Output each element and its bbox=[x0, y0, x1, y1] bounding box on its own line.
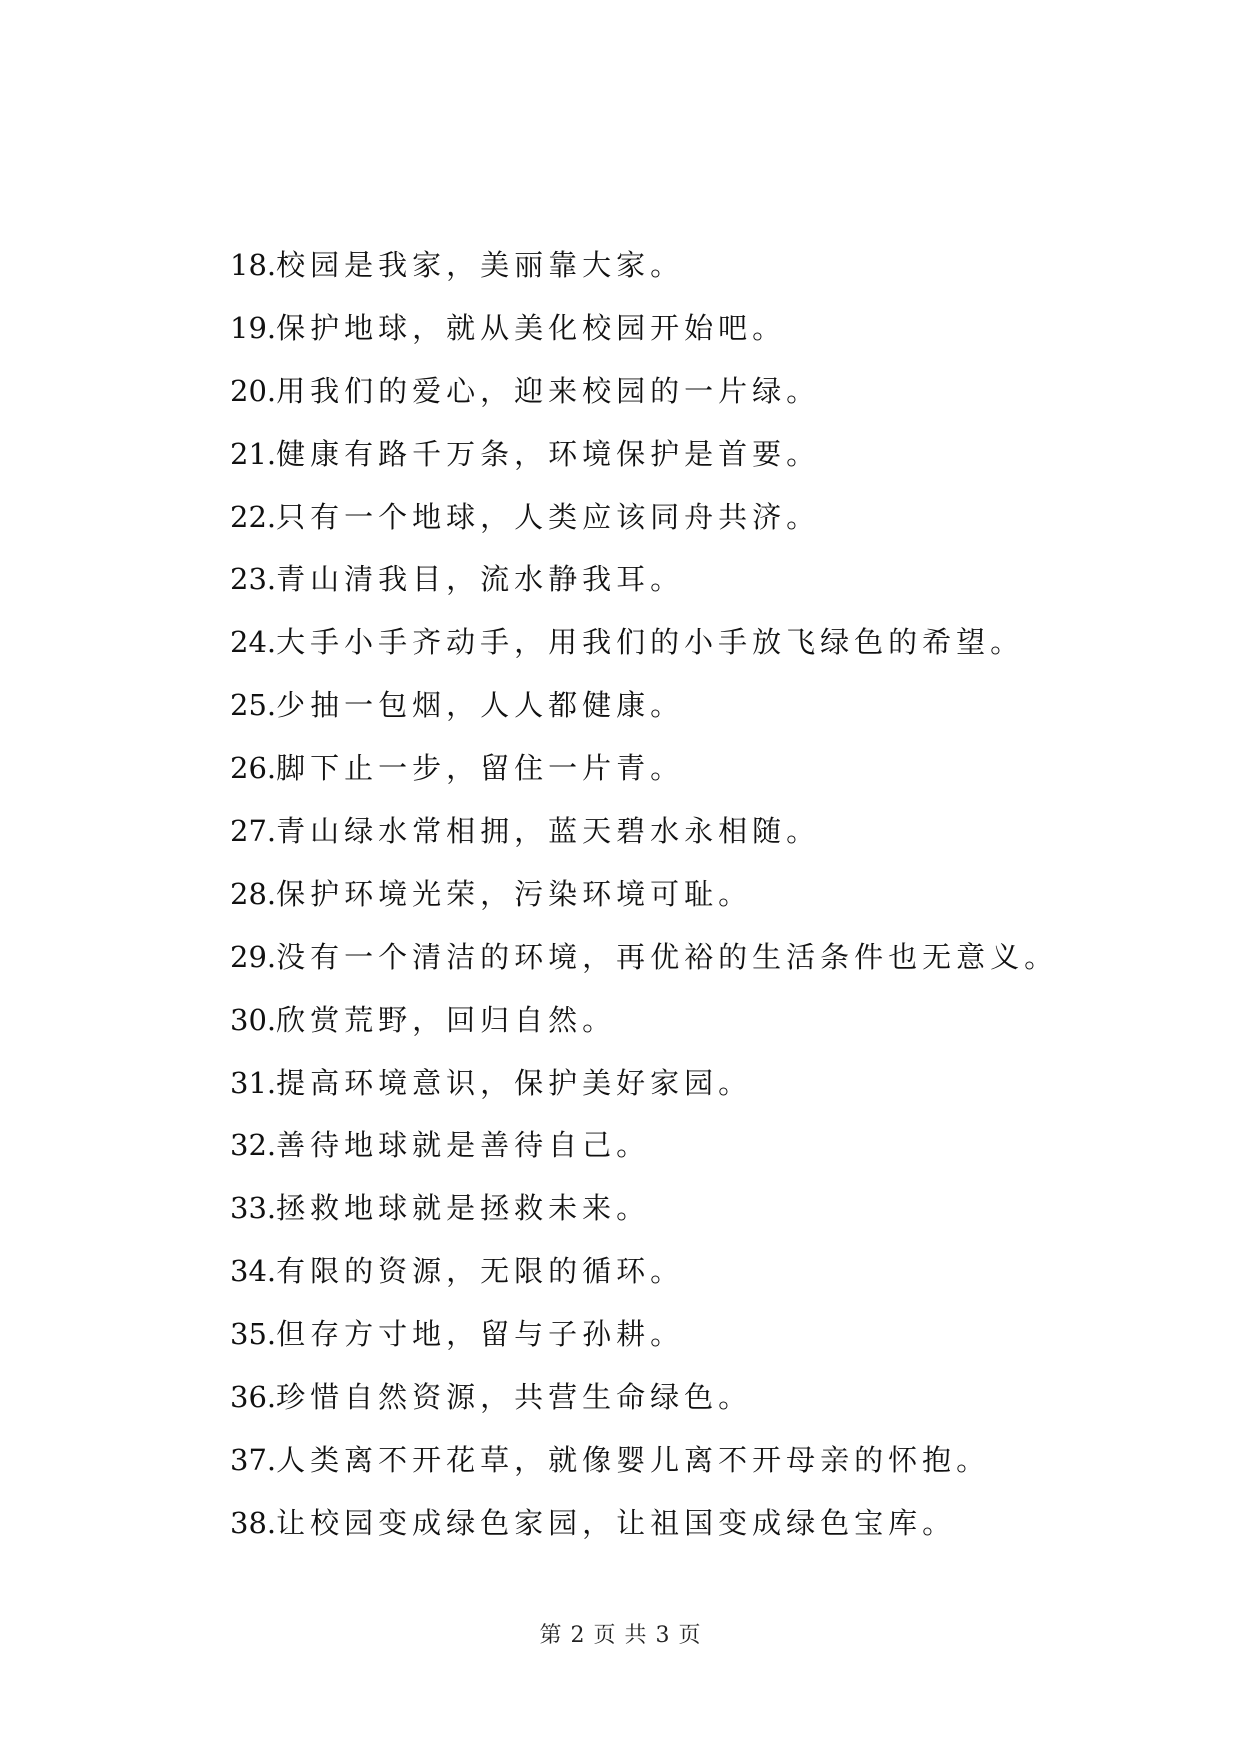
slogan-line bbox=[230, 548, 1130, 611]
line-number: 35. bbox=[230, 1317, 277, 1352]
slogan-line bbox=[230, 360, 1130, 423]
slogan-line bbox=[230, 423, 1130, 486]
line-number: 20. bbox=[230, 373, 277, 408]
line-text: 拯救地球就是拯救未来。 bbox=[276, 1191, 651, 1226]
line-text: 脚下止一步，留住一片青。 bbox=[276, 751, 685, 786]
line-number: 32. bbox=[230, 1128, 277, 1163]
slogan-line bbox=[230, 1177, 1130, 1240]
line-text: 少抽一包烟，人人都健康。 bbox=[276, 688, 685, 723]
slogan-line bbox=[230, 800, 1130, 863]
line-number: 31. bbox=[230, 1065, 277, 1100]
line-text: 让校园变成绿色家园，让祖国变成绿色宝库。 bbox=[276, 1505, 957, 1540]
line-number: 33. bbox=[230, 1191, 277, 1226]
line-text: 但存方寸地，留与子孙耕。 bbox=[276, 1317, 685, 1352]
line-number: 24. bbox=[230, 625, 277, 660]
line-text: 健康有路千万条，环境保护是首要。 bbox=[276, 436, 821, 471]
line-number: 36. bbox=[230, 1380, 277, 1415]
slogan-line bbox=[230, 1114, 1130, 1177]
line-text: 珍惜自然资源，共营生命绿色。 bbox=[276, 1380, 753, 1415]
slogan-line bbox=[230, 486, 1130, 549]
line-number: 19. bbox=[230, 310, 277, 345]
line-text: 用我们的爱心，迎来校园的一片绿。 bbox=[276, 373, 821, 408]
slogan-line bbox=[230, 1052, 1130, 1115]
line-text: 校园是我家，美丽靠大家。 bbox=[276, 248, 685, 282]
slogan-line bbox=[230, 1366, 1130, 1429]
line-text: 大手小手齐动手，用我们的小手放飞绿色的希望。 bbox=[276, 625, 1025, 660]
slogan-line bbox=[230, 674, 1130, 737]
line-number: 28. bbox=[230, 876, 277, 911]
line-text: 提高环境意识，保护美好家园。 bbox=[276, 1065, 753, 1100]
line-number: 18. bbox=[230, 248, 277, 282]
line-text: 只有一个地球，人类应该同舟共济。 bbox=[276, 499, 821, 534]
line-text: 保护环境光荣，污染环境可耻。 bbox=[276, 876, 753, 911]
slogan-line bbox=[230, 989, 1130, 1052]
slogan-line bbox=[230, 863, 1130, 926]
slogan-line bbox=[230, 1303, 1130, 1366]
slogan-line bbox=[230, 1492, 1130, 1555]
line-number: 30. bbox=[230, 1002, 277, 1037]
line-number: 22. bbox=[230, 499, 277, 534]
line-text: 青山清我目，流水静我耳。 bbox=[276, 562, 685, 597]
slogan-line bbox=[230, 1429, 1130, 1492]
line-number: 38. bbox=[230, 1505, 277, 1540]
slogan-list bbox=[230, 234, 1130, 1555]
line-number: 37. bbox=[230, 1442, 277, 1477]
line-text: 有限的资源，无限的循环。 bbox=[276, 1254, 685, 1289]
line-number: 34. bbox=[230, 1254, 277, 1289]
line-text: 欣赏荒野，回归自然。 bbox=[276, 1002, 617, 1037]
slogan-line bbox=[230, 1240, 1130, 1303]
line-number: 27. bbox=[230, 814, 277, 849]
line-text: 人类离不开花草，就像婴儿离不开母亲的怀抱。 bbox=[276, 1442, 991, 1477]
slogan-line bbox=[230, 926, 1130, 989]
line-text: 善待地球就是善待自己。 bbox=[276, 1128, 651, 1163]
line-text: 青山绿水常相拥，蓝天碧水永相随。 bbox=[276, 814, 821, 849]
line-text: 保护地球，就从美化校园开始吧。 bbox=[276, 310, 787, 345]
slogan-line bbox=[230, 737, 1130, 800]
line-number: 25. bbox=[230, 688, 277, 723]
line-number: 23. bbox=[230, 562, 277, 597]
slogan-line bbox=[230, 297, 1130, 360]
page-footer: 第 2 页 共 3 页 bbox=[539, 1623, 702, 1648]
slogan-line bbox=[230, 611, 1130, 674]
line-number: 21. bbox=[230, 436, 277, 471]
line-number: 26. bbox=[230, 751, 277, 786]
slogan-line bbox=[230, 234, 1130, 297]
line-number: 29. bbox=[230, 939, 277, 974]
line-text: 没有一个清洁的环境，再优裕的生活条件也无意义。 bbox=[276, 939, 1059, 974]
